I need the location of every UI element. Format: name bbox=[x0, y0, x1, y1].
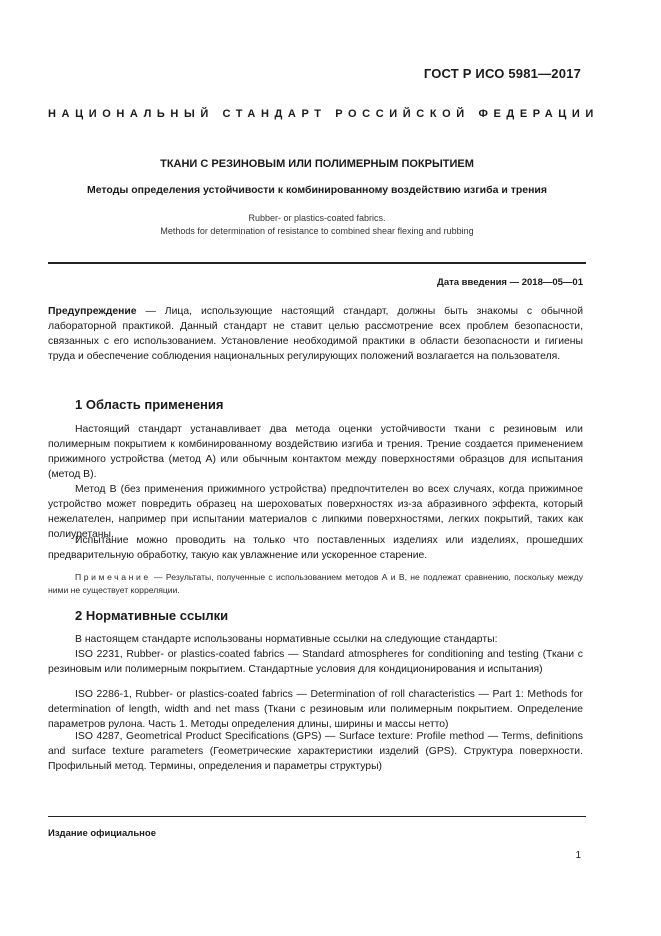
warning-label: Предупреждение bbox=[48, 306, 137, 317]
reference-iso-2286-1: ISO 2286-1, Rubber- or plastics-coated fabrics — Determination of roll characteristics — Part 1: Methods for determination of length, width and net mass (Ткани с резиновым или полимерным покрытием. Определение параметров рулона. Часть 1. Методы определения длины, ширины и массы нетто) bbox=[48, 689, 583, 730]
header-divider bbox=[48, 262, 586, 264]
official-edition-label: Издание официальное bbox=[48, 828, 156, 839]
section-1-paragraph-1: Настоящий стандарт устанавливает два метода оценки устойчивости ткани с резиновым или полимерным покрытием к комбинированному воздействию изгиба и трения. Трение создается применением прижимного устройства (метод А) или обычным контактом между поверхностями образцов для испытания (метод В). bbox=[48, 424, 583, 480]
introduction-date: Дата введения — 2018—05—01 bbox=[437, 277, 583, 288]
note-label: Примечание bbox=[75, 572, 151, 582]
reference-iso-2231: ISO 2231, Rubber- or plastics-coated fabrics — Standard atmospheres for conditioning and testing (Ткани с резиновым или полимерным покрытием. Стандартные условия для кондиционирования и испытания) bbox=[48, 649, 583, 675]
english-title-line-1: Rubber- or plastics-coated fabrics. bbox=[248, 213, 386, 223]
english-title-line-2: Methods for determination of resistance to combined shear flexing and rubbing bbox=[160, 226, 474, 236]
document-title: ТКАНИ С РЕЗИНОВЫМ ИЛИ ПОЛИМЕРНЫМ ПОКРЫТИЕМ bbox=[160, 158, 474, 170]
national-standard-heading: НАЦИОНАЛЬНЫЙ СТАНДАРТ РОССИЙСКОЙ ФЕДЕРАЦИИ bbox=[48, 108, 599, 120]
section-1-paragraph-2: Метод В (без применения прижимного устройства) предпочтителен во всех случаях, когда прижимное устройство может повредить образец на шероховатых поверхностях из-за абразивного эффекта, который нежелателен, например при испытании материалов с липкими поверхностями, легких покрытий, таких как полиуретаны. bbox=[48, 484, 583, 540]
warning-text: — Лица, использующие настоящий стандарт, должны быть знакомы с обычной лабораторной практикой. Данный стандарт не ставит целью рассмотрение всех проблем безопасности, связанных с его использованием. Установление необходимой практики в области безопасности и гигиены труда и обеспечение соблюдения национальных регулирующих положений возлагается на пользователя. bbox=[48, 306, 583, 362]
section-2-heading: 2 Нормативные ссылки bbox=[75, 608, 229, 623]
document-subtitle: Методы определения устойчивости к комбинированному воздействию изгиба и трения bbox=[86, 184, 548, 196]
note-text: — Результаты, полученные с использованием методов А и В, не подлежат сравнению, поскольку между ними не существует корреляции. bbox=[48, 572, 583, 595]
document-number: ГОСТ Р ИСО 5981—2017 bbox=[423, 66, 581, 81]
reference-iso-4287: ISO 4287, Geometrical Product Specifications (GPS) — Surface texture: Profile method — Terms, definitions and surface texture parameters (Геометрические характеристики изделий (GPS). Структура поверхности. Профильный метод. Термины, определения и параметры структуры) bbox=[48, 731, 583, 772]
warning-paragraph bbox=[48, 305, 583, 365]
section-1-paragraph-3: Испытание можно проводить на только что поставленных изделиях или изделиях, прошедших предварительную обработку, такую как увлажнение или ускоренное старение. bbox=[48, 535, 583, 561]
note-paragraph bbox=[48, 571, 583, 596]
section-2-intro: В настоящем стандарте использованы нормативные ссылки на следующие стандарты: bbox=[75, 634, 498, 645]
footer-divider bbox=[48, 816, 586, 817]
section-1-heading: 1 Область применения bbox=[75, 397, 224, 412]
page-number: 1 bbox=[575, 850, 581, 861]
